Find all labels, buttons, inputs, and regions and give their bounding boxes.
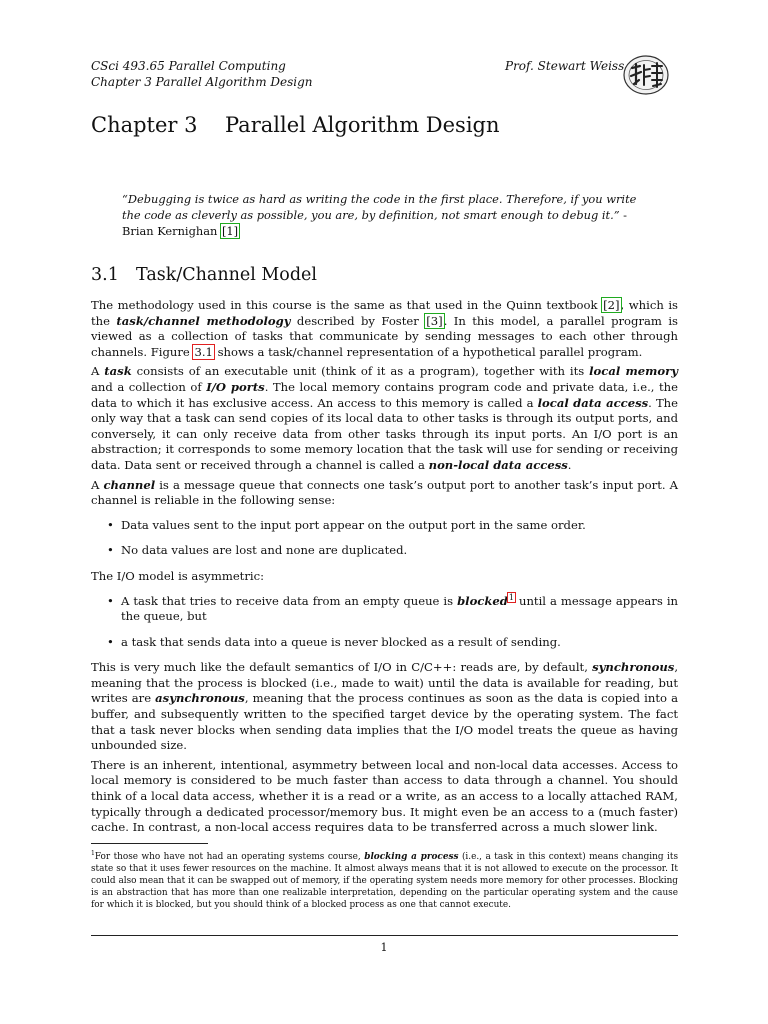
paragraph: The I/O model is asymmetric: <box>91 568 264 583</box>
text-run: , which is the <box>91 298 678 328</box>
paragraph: There is an inherent, intentional, asymmetry between local and non-local data accesses. Access to local memory is considered to be much faster than access to data through a channel. You should think of a local data access, whether it is a read or a write, as an access to a locally attached RAM, typically through a dedicated processor/memory bus. It might even be an access to a (much faster) cache. In contrast, a non-local access requires data to be transferred across a much slower link. <box>91 757 678 835</box>
chapter-number: Chapter 3 <box>91 113 198 137</box>
paragraph <box>91 478 678 509</box>
text-run: A task that tries to receive data from an empty queue is <box>121 593 458 608</box>
defined-term: local memory <box>589 364 679 379</box>
text-run: is a message queue that connects one task’s output port to another task’s input port. A channel is reliable in the following sense: <box>91 477 679 508</box>
epigraph-attribution: - Brian Kernighan <box>122 208 628 238</box>
text-run: A <box>91 477 104 492</box>
list-item <box>91 594 678 625</box>
text-run: described by Foster <box>290 313 426 328</box>
defined-term: I/O ports <box>206 379 265 394</box>
text-run: The methodology used in this course is the same as that used in the Quinn textbook <box>91 298 603 312</box>
epigraph-quote: “Debugging is twice as hard as writing the code in the first place. Therefore, if you write the code as cleverly as possible, you are, by definition, not smart enough to debug it.” <box>122 192 637 222</box>
text-run: shows a task/channel representation of a hypothetical parallel program. <box>213 344 643 359</box>
footer-divider <box>91 935 678 936</box>
page-number: 1 <box>380 941 388 954</box>
chapter-title-text: Parallel Algorithm Design <box>225 113 500 137</box>
epigraph <box>122 191 648 239</box>
text-run: . <box>567 457 572 472</box>
defined-term: channel <box>103 477 156 492</box>
defined-term: blocking a process <box>364 851 459 862</box>
author-name: Prof. Stewart Weiss <box>505 59 625 73</box>
citation-link[interactable]: [1] <box>221 224 239 238</box>
bullet-list <box>91 518 678 559</box>
section-number: 3.1 <box>91 265 119 285</box>
defined-term: task <box>104 364 132 379</box>
text-run: and a collection of <box>91 379 207 394</box>
footnote-divider <box>91 843 208 844</box>
list-item: • Data values sent to the input port appear on the output port in the same order. <box>91 518 678 534</box>
text-run: A <box>91 364 105 379</box>
hunter-college-seal-icon <box>622 54 670 96</box>
text-run: This is very much like the default semantics of I/O in C/C++: reads are, by default, <box>91 660 593 675</box>
citation-link[interactable]: [2] <box>603 298 620 312</box>
section-title-text: Task/Channel Model <box>136 265 317 285</box>
text-run: . The local memory contains program code and private data, i.e., the data to which it has exclusive access. An access to this memory is called a <box>91 379 678 410</box>
text-run: until a message appears in the queue, but <box>121 593 679 624</box>
defined-term: non-local data access <box>428 457 568 472</box>
text-run: consists of an executable unit (think of it as a program), together with its <box>131 364 590 379</box>
paragraph <box>91 660 678 754</box>
text-run: . The only way that a task can send copies of its local data to other tasks is through its output ports, and conversely, it can only receive data from other tasks through its input ports. An I/O port is an abstraction; it corresponds to some memory location that the task will use for sending or receiving data. Data sent or received through a channel is called a <box>91 395 679 472</box>
paragraph <box>91 298 678 360</box>
defined-term: local data access <box>537 395 649 410</box>
course-title: CSci 493.65 Parallel Computing <box>91 59 286 73</box>
chapter-line: Chapter 3 Parallel Algorithm Design <box>91 75 313 89</box>
text-run: , meaning that the process is blocked (i.e., made to wait) until the data is available for reading, but writes are <box>91 660 678 706</box>
paragraph <box>91 364 678 473</box>
bullet-list <box>91 594 678 651</box>
defined-term: blocked <box>457 593 508 608</box>
text-run: , meaning that the process continues as soon as the data is copied into a buffer, and subsequently written to the specified target device by the operating system. The fact that a task never blocks when sending data implies that the I/O model treats the queue as having unbounded size. <box>91 691 678 753</box>
footnote-number: 1 <box>91 850 95 857</box>
text-run: For those who have not had an operating systems course, <box>94 851 365 862</box>
figure-reference-link[interactable]: 3.1 <box>194 344 213 359</box>
chapter-heading <box>91 111 500 139</box>
text-run: . In this model, a parallel program is viewed as a collection of tasks that communicate by sending messages to each other through channels. Figure <box>91 313 678 359</box>
list-item: • No data values are lost and none are duplicated. <box>91 543 678 559</box>
running-header-left <box>91 58 313 90</box>
defined-term: asynchronous <box>155 691 245 706</box>
body-text <box>91 298 678 840</box>
footnote-marker-link[interactable]: 1 <box>508 592 514 602</box>
section-heading <box>91 264 317 286</box>
defined-term: synchronous <box>592 660 675 675</box>
defined-term: task/channel methodology <box>116 313 291 328</box>
footnote <box>91 848 678 911</box>
text-run: (i.e., a task in this context) means changing its state so that it uses fewer resources on the machine. It almost always means that it is not allowed to execute on the processor. It could also mean that it can be swapped out of memory, if the operating system needs more memory for other processes. Blocking is an abstraction that has more than one realizable interpretation, depending on the particular operating system and the cause for which it is blocked, but you should think of a blocked process as one that cannot execute. <box>91 851 678 911</box>
citation-link[interactable]: [3] <box>426 313 443 328</box>
list-item: • a task that sends data into a queue is never blocked as a result of sending. <box>91 635 678 651</box>
